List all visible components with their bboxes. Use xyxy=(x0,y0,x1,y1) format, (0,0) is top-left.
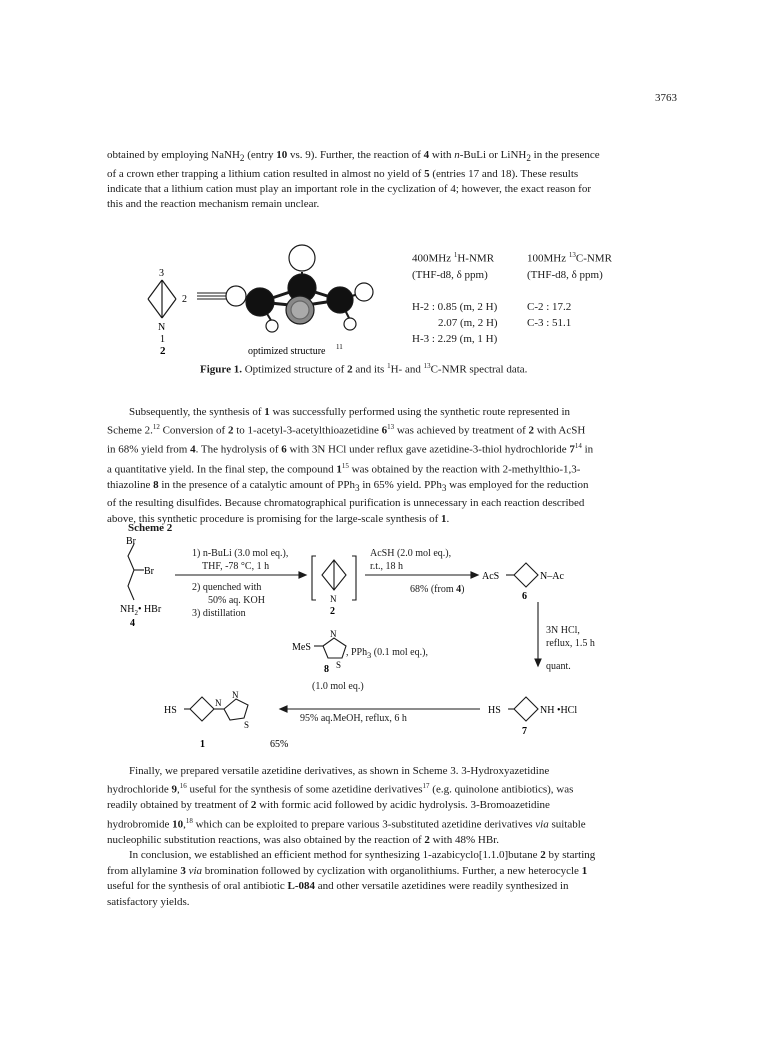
text-line: from allylamine 3 via bromination followed by cyclization with organolithiums. Further, a new heterocycle 1 xyxy=(107,864,588,877)
text-line: a quantitative yield. In the final step, the compound $1^{15}$ was obtained by the reaction with 2-methylthio-1,3- xyxy=(107,461,581,476)
prod-n-thiazoline: N xyxy=(232,690,239,700)
text-line: In conclusion, we established an efficient method for synthesizing 1-azabicyclo[1.1.0]butane 2 by starting xyxy=(129,849,596,862)
mes-label: MeS xyxy=(292,642,311,653)
label-position-1: 1 xyxy=(160,334,165,345)
one-eq: (1.0 mol eq.) xyxy=(312,681,364,692)
equivalence-sign xyxy=(197,293,226,299)
figure1-structure xyxy=(140,240,410,360)
text-line: in 68% yield from 4. The hydrolysis of 6 with 3N HCl under reflux gave azetidine-3-thiol hydrochloride $7^{14}$ in xyxy=(107,442,594,457)
text-line: readily obtained by treatment of 2 with formic acid followed by acidic hydrolysis. 3-Bromoazetidine xyxy=(107,799,550,812)
text-line: satisfactory yields. xyxy=(107,895,190,908)
text-line: hydrobromide 10,18 which can be exploited to prepare various 3-substituted azetidine derivatives via suitable xyxy=(107,816,586,831)
text-line: useful for the synthesis of oral antibiotic L-084 and other versatile azetidines were readily synthesized in xyxy=(107,880,569,893)
label-position-2: 2 xyxy=(182,294,187,305)
text-line: thiazoline 8 in the presence of a catalytic amount of PPh$_3$ in 65% yield. PPh$_3$ was employed for the reduction xyxy=(107,478,589,493)
text-line: this and the reaction mechanism remain unclear. xyxy=(107,198,320,211)
hs7-label: HS xyxy=(488,705,501,716)
text-line: indicate that a lithium cation must play an important role in the cyclization of 4; however, the exact reason for xyxy=(107,183,592,195)
label-nitrogen: N xyxy=(158,322,166,333)
scheme2-title: Scheme 2 xyxy=(128,522,173,534)
nh2-hbr: $NH_2•$ HBr xyxy=(120,604,162,617)
paragraph-2 xyxy=(107,405,665,527)
compound-2-label: 2 xyxy=(160,345,166,357)
azabicyclobutane-skeletal xyxy=(148,280,176,318)
step1-conditions: 1) n-BuLi (3.0 mol eq.), THF, -78 °C, 1 h xyxy=(192,548,289,572)
text-line: Subsequently, the synthesis of 1 was successfully performed using the synthetic route represented in xyxy=(129,406,571,418)
nh-hcl-label: NH •HCl xyxy=(540,705,578,716)
paragraph-1 xyxy=(107,148,665,213)
optimized-ref: 11 xyxy=(336,343,343,351)
acs-label: AcS xyxy=(482,571,500,582)
compound-6-label: 6 xyxy=(522,591,527,602)
compound-8-label: 8 xyxy=(324,664,329,675)
hs-left-label: HS xyxy=(164,705,177,716)
br-mid: Br xyxy=(144,566,154,577)
step2-conditions: 2) quenched with 50% aq. KOH 3) distillation xyxy=(192,582,265,619)
ball-and-stick-model xyxy=(226,245,373,332)
br-top: Br xyxy=(126,536,136,547)
text-line: Scheme 2.12 Conversion of 2 to 1-acetyl-3-acetylthioazetidine $6^{13}$ was achieved by treatment of 2 with AcSH xyxy=(107,423,586,438)
h-nmr-data: 400MHz $^1$H-NMR (THF-d8, δ ppm) H-2 : 0.85 (m, 2 H) 2.07 (m, 2 H) H-3 : 2.29 (m, 1 H) xyxy=(412,251,498,345)
meoh-conditions: 95% aq.MeOH, reflux, 6 h xyxy=(300,713,407,724)
prod-n-ring: N xyxy=(215,698,222,708)
acsh-conditions: AcSH (2.0 mol eq.), r.t., 18 h xyxy=(370,548,452,572)
nac-label: N–Ac xyxy=(540,571,564,582)
compound-2-label: 2 xyxy=(330,606,335,617)
yield-65: 65% xyxy=(270,739,289,750)
paragraph-3 xyxy=(107,764,665,910)
text-line: obtained by employing NaNH$_2$ (entry 10 vs. 9). Further, the reaction of 4 with n-BuLi or LiNH$_2$ in the presence xyxy=(107,149,600,164)
page-number: 3763 xyxy=(655,92,677,104)
text-line: of a crown ether trapping a lithium cation resulted in almost no yield of 5 (entries 17 and 18). These results xyxy=(107,167,579,180)
c-nmr-data: 100MHz $^{13}$C-NMR (THF-d8, δ ppm) C-2 : 17.2 C-3 : 51.1 xyxy=(527,251,612,329)
thiazoline-n: N xyxy=(330,629,337,639)
quant-yield: quant. xyxy=(546,661,571,672)
optimized-structure-label: optimized structure xyxy=(248,346,326,357)
thiazoline-s: S xyxy=(336,660,342,670)
compound-7-label: 7 xyxy=(522,726,527,737)
compound-4-label: 4 xyxy=(130,618,135,629)
text-line: nucleophilic substitution reactions, was also obtained by the reaction of 2 with 48% HBr. xyxy=(107,833,499,846)
text-line: hydrochloride 9,16 useful for the synthesis of some azetidine derivatives$^{17}$ (e.g. quinolone antibiotics), was xyxy=(107,782,574,797)
text-line: above, this synthetic procedure is promising for the large-scale synthesis of 1. xyxy=(107,512,450,525)
hcl-conditions: 3N HCl, reflux, 1.5 h xyxy=(546,625,595,649)
text-line: of the resulting disulfides. Because chromatographical purification is unnecessary in each reaction described xyxy=(107,497,585,510)
prod-s: S xyxy=(244,720,250,730)
compound-1-label: 1 xyxy=(200,739,205,750)
yield-68: 68% (from 4) xyxy=(410,584,465,595)
bracket-n-label: N xyxy=(330,594,337,604)
figure1-caption: Figure 1. Optimized structure of 2 and its $^1$H- and $^{13}$C-NMR spectral data. xyxy=(200,362,528,376)
pph3-conditions: , PPh$_3$ (0.1 mol eq.), xyxy=(346,647,428,660)
text-line: Finally, we prepared versatile azetidine derivatives, as shown in Scheme 3. 3-Hydroxyazetidine xyxy=(129,765,550,777)
label-position-3: 3 xyxy=(159,268,164,279)
